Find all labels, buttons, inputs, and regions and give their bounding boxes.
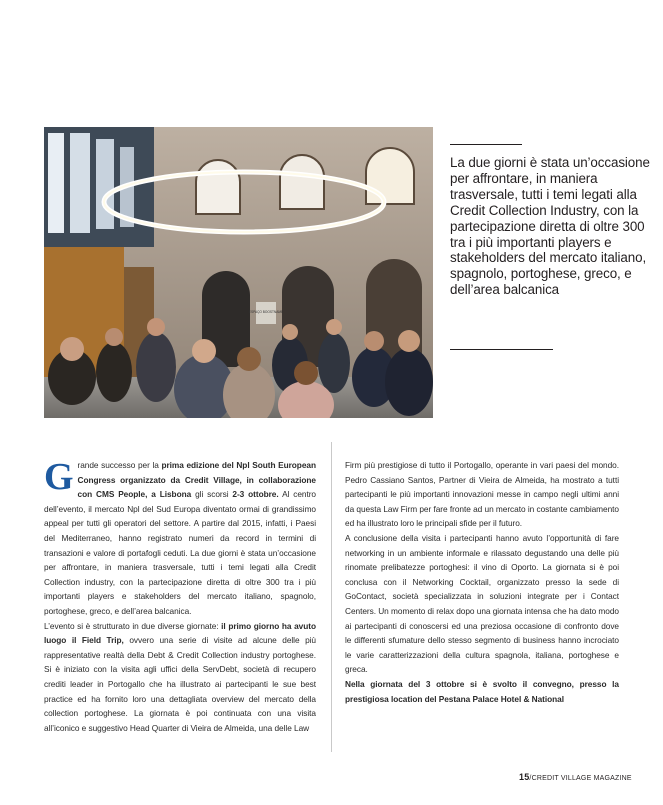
sign-text: ESPAÇO BOOSTNAME xyxy=(248,310,284,314)
p1-bold: prima edizione del Npl South European Congress organizzato da Credit Village, in collaborazione con CMS People, a Lisbona xyxy=(77,460,316,500)
article-column-left xyxy=(44,458,316,735)
quote-bottom-rule xyxy=(450,349,553,350)
pull-quote: La due giorni è stata un’occasione per affrontare, in maniera trasversale, tutti i temi legati alla Credit Collection Industry, con la partecipazione diretta di oltre 300 tra i più importanti players e stakeholders del mercato italiano, spagnolo, portoghese, greco, e dell’area balcanica xyxy=(450,155,650,298)
p1-date: 2-3 ottobre. xyxy=(232,489,279,500)
page-footer xyxy=(519,772,632,782)
event-photo xyxy=(44,127,433,418)
magazine-name: CREDIT VILLAGE MAGAZINE xyxy=(531,775,632,782)
article-column-right xyxy=(345,458,619,706)
event-photo-illustration xyxy=(44,127,433,418)
footer-separator: / xyxy=(529,775,532,782)
page-number: 15 xyxy=(519,772,530,782)
article-paragraph xyxy=(44,619,316,736)
p1-mid: gli scorsi xyxy=(191,489,233,500)
column-divider xyxy=(331,442,332,752)
dropcap: G xyxy=(44,456,74,498)
article-paragraph-continued: Firm più prestigiose di tutto il Portogallo, operante in vari paesi del mondo. Pedro Cassiano Santos, Partner di Vieira de Almeida, ha mostrato a tutti partecipanti le più importanti innovazioni messe in campo negli ultimi anni da questa Law Firm per fare fronte ad un mercato in costante cambiamento ed ha illustrato loro le principali sfide per il futuro. xyxy=(345,460,619,529)
article-paragraph xyxy=(345,677,619,706)
quote-top-rule xyxy=(450,144,522,145)
article-paragraph xyxy=(44,458,316,619)
p2-bold: il primo giorno ha avuto luogo il Field Trip, xyxy=(44,620,316,646)
p2-lead: L’evento si è strutturato in due diverse giornate: xyxy=(44,620,222,631)
p2-rest: ovvero una serie di visite ad alcune delle più rappresentative realtà della Debt & Credit Collection industry portoghese. Si è iniziato con la visita agli uffici della ServDebt, società di recupero crediti leader in Portogallo che ha illustrato ai partecipanti le sue best practice ed ha fornito loro una dettagliata overview del mercato della collection portoghese. La giornata è poi continuata con una visita all’iconico e suggestivo Head Quarter di Vieira de Almeida, una delle Law xyxy=(44,635,316,733)
article-paragraph: A conclusione della visita i partecipanti hanno avuto l’opportunità di fare networking in un ambiente informale e rilassato degustando una delle più rinomate prelibatezze portoghesi: il vino di Oporto. La giornata si è poi conclusa con il Networking Cocktail, organizzato presso la sede di GoContact, società specializzata in soluzioni integrate per i Contact Centers. Un momento di relax dopo una giornata intensa che ha dato modo ai partecipanti di conoscersi ed una preziosa occasione di confronto dove le differenti sfumature dello stesso segmento di business hanno incrociato le varie caratterizzazioni della cultura spagnola, italiana, portoghese e greca. xyxy=(345,532,619,675)
p1-rest: Al centro dell’evento, il mercato Npl del Sud Europa diventato ormai di grandissimo appeal per tutti gli operatori del settore. A partire dal 2015, infatti, i Paesi del Mediterraneo, hanno registrato numeri da record in termini di transazioni e valore di portafogli ceduti. La due giorni è stata un’occasione per affrontare, in maniera trasversale, tutti i temi legati alla Credit Collection industry, con la partecipazione diretta di oltre 300 tra i più importanti players e stakeholders del mercato italiano, spagnolo, portoghese, greco, e dell’area balcanica. xyxy=(44,489,316,616)
p1-lead: rande successo per la xyxy=(77,460,162,470)
p4-bold: Nella giornata del 3 ottobre si è svolto il convegno, presso la prestigiosa location del Pestana Palace Hotel & National xyxy=(345,678,619,704)
